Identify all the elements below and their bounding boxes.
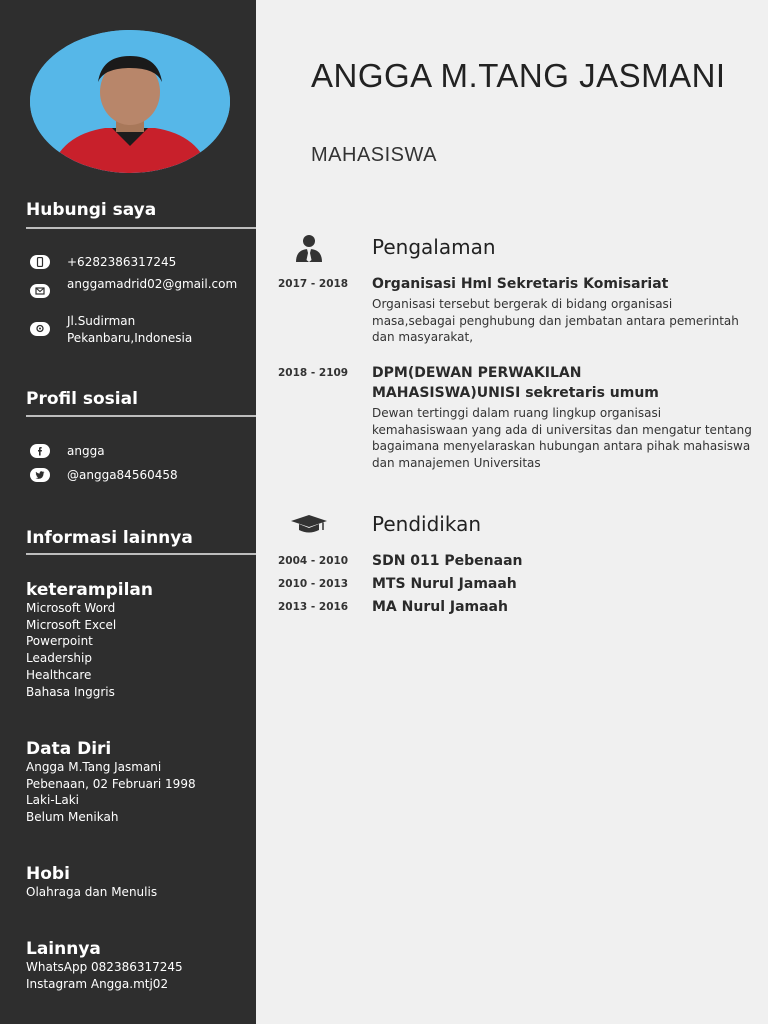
contact-phone-row bbox=[30, 254, 247, 271]
personal-item: Belum Menikah bbox=[26, 810, 119, 825]
graduation-cap-icon bbox=[290, 514, 328, 536]
skills-title: keterampilan bbox=[26, 580, 154, 600]
other-info-divider bbox=[26, 553, 256, 555]
misc-title: Lainnya bbox=[26, 939, 101, 959]
personal-item: Laki-Laki bbox=[26, 793, 79, 808]
education-school: MA Nurul Jamaah bbox=[372, 599, 508, 615]
hobby-item: Olahraga dan Menulis bbox=[26, 885, 158, 899]
hobby-title: Hobi bbox=[26, 864, 70, 884]
misc-item: WhatsApp 082386317245 bbox=[26, 960, 183, 974]
social-twitter-row bbox=[30, 467, 247, 484]
skill-item: Healthcare bbox=[26, 667, 92, 682]
phone-icon bbox=[30, 255, 50, 269]
personal-item: Angga M.Tang Jasmani bbox=[26, 760, 162, 774]
skill-item: Leadership bbox=[26, 651, 92, 666]
sidebar bbox=[0, 0, 256, 1024]
user-tie-icon bbox=[294, 234, 324, 262]
contact-address: Jl.Sudirman Pekanbaru,Indonesia bbox=[67, 314, 193, 345]
education-school: MTS Nurul Jamaah bbox=[372, 576, 517, 592]
skill-item: Bahasa Inggris bbox=[26, 684, 115, 699]
experience-description: Dewan tertinggi dalam ruang lingkup organisasi kemahasiswaan yang ada di universitas dan mengatur tentang bagaimana menyelaraskan hubungan antara pihak mahasiswa dan manajemen Universitas bbox=[372, 406, 752, 470]
person-name: ANGGA M.TANG JASMANI bbox=[311, 57, 726, 94]
misc-item: Instagram Angga.mtj02 bbox=[26, 976, 169, 991]
experience-date: 2017 - 2018 bbox=[278, 278, 349, 290]
contact-email-row bbox=[30, 276, 247, 298]
contact-divider bbox=[26, 227, 256, 229]
education-title: Pendidikan bbox=[372, 512, 481, 536]
contact-heading: Hubungi saya bbox=[26, 200, 157, 220]
personal-item: Pebenaan, 02 Februari 1998 bbox=[26, 776, 196, 791]
experience-title: Pengalaman bbox=[372, 235, 496, 259]
facebook-icon bbox=[30, 444, 50, 458]
contact-address-row bbox=[30, 313, 227, 347]
education-date: 2004 - 2010 bbox=[278, 555, 349, 567]
twitter-icon bbox=[30, 468, 50, 482]
experience-role: Organisasi Hml Sekretaris Komisariat bbox=[372, 276, 669, 292]
skill-item: Microsoft Excel bbox=[26, 617, 117, 632]
education-date: 2013 - 2016 bbox=[278, 601, 349, 613]
personal-data-list bbox=[26, 759, 196, 826]
skill-item: Powerpoint bbox=[26, 634, 93, 649]
other-info-heading: Informasi lainnya bbox=[26, 528, 193, 548]
profile-photo bbox=[30, 30, 230, 173]
social-twitter[interactable]: @angga84560458 bbox=[67, 468, 178, 482]
hobby-list bbox=[26, 884, 157, 901]
experience-role: DPM(DEWAN PERWAKILAN MAHASISWA)UNISI sekretaris umum bbox=[372, 365, 659, 401]
location-icon bbox=[30, 322, 50, 336]
social-facebook[interactable]: angga bbox=[67, 444, 105, 458]
contact-phone[interactable]: +6282386317245 bbox=[67, 255, 177, 269]
social-facebook-row bbox=[30, 443, 247, 460]
social-heading: Profil sosial bbox=[26, 389, 138, 409]
education-date: 2010 - 2013 bbox=[278, 578, 349, 590]
skills-list bbox=[26, 600, 116, 700]
misc-list bbox=[26, 959, 183, 992]
skill-item: Microsoft Word bbox=[26, 601, 116, 615]
experience-date: 2018 - 2109 bbox=[278, 367, 349, 379]
contact-email[interactable]: anggamadrid02@gmail.com bbox=[67, 277, 238, 291]
personal-data-title: Data Diri bbox=[26, 739, 112, 759]
person-role: MAHASISWA bbox=[311, 144, 437, 166]
email-icon bbox=[30, 284, 50, 298]
social-divider bbox=[26, 415, 256, 417]
experience-description: Organisasi tersebut bergerak di bidang organisasi masa,sebagai penghubung dan jembatan antara pemerintah dan masyarakat, bbox=[372, 297, 739, 344]
education-school: SDN 011 Pebenaan bbox=[372, 553, 523, 569]
